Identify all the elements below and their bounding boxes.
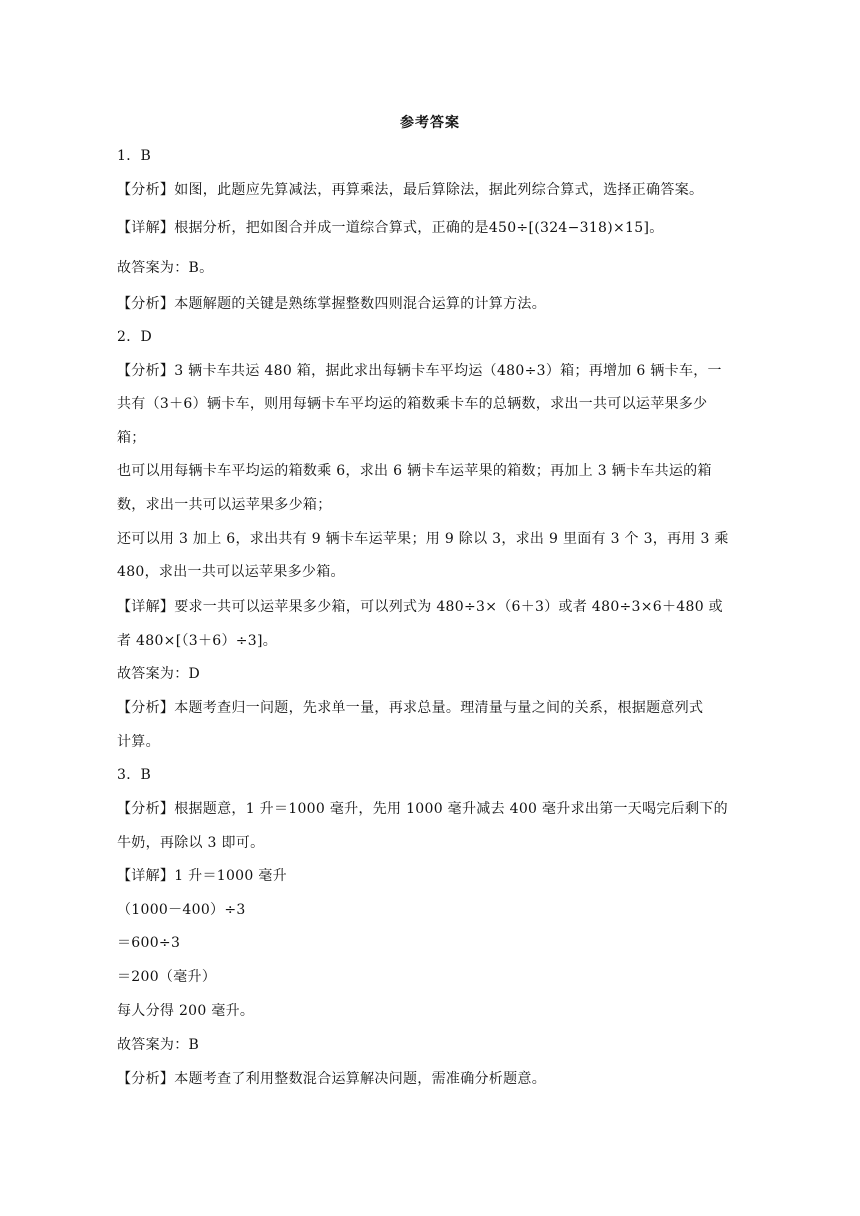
- formula-1: 450÷[(324−318)×15]: [488, 220, 650, 236]
- analysis-2-line-1: 【分析】3 辆卡车共运 480 箱，据此求出每辆卡车平均运（480÷3）箱；再增加 6 辆卡车，一: [117, 363, 722, 379]
- calc-conclusion: 每人分得 200 毫升。: [117, 1003, 255, 1019]
- detail-3: 【详解】1 升＝1000 毫升: [117, 868, 287, 884]
- analysis-3-line-2: 牛奶，再除以 3 即可。: [117, 835, 265, 851]
- answer-number-2: 2．D: [117, 329, 153, 345]
- page-title: 参考答案: [400, 115, 460, 131]
- answer-number-3: 3．B: [117, 767, 152, 783]
- detail-2-line-1: 【详解】要求一共可以运苹果多少箱，可以列式为 480÷3×（6＋3）或者 480÷3×6＋480 或: [117, 599, 723, 615]
- summary-2-line-1: 【分析】本题考查归一问题，先求单一量，再求总量。理清量与量之间的关系，根据题意列式: [117, 700, 704, 716]
- analysis-2-line-5: 数，求出一共可以运苹果多少箱；: [117, 497, 332, 513]
- analysis-2-line-3: 箱；: [117, 430, 146, 446]
- detail-1-text: 【详解】根据分析，把如图合并成一道综合算式，正确的是: [117, 220, 489, 236]
- answer-statement-3: 故答案为：B: [117, 1037, 200, 1053]
- analysis-2-line-4: 也可以用每辆卡车平均运的箱数乘 6，求出 6 辆卡车运苹果的箱数；再加上 3 辆卡车共运的箱: [117, 463, 712, 479]
- detail-2-line-2: 者 480×[（3＋6）÷3]。: [117, 633, 278, 649]
- summary-2-line-2: 计算。: [117, 734, 160, 750]
- calc-step-2: ＝600÷3: [117, 935, 181, 951]
- detail-1-end: 。: [649, 220, 664, 236]
- analysis-2-line-6: 还可以用 3 加上 6，求出共有 9 辆卡车运苹果；用 9 除以 3，求出 9 里面有 3 个 3，再用 3 乘: [117, 531, 729, 547]
- answer-statement-1: 故答案为：B。: [117, 260, 214, 276]
- detail-1: [117, 218, 664, 238]
- summary-3: 【分析】本题考查了利用整数混合运算解决问题，需准确分析题意。: [117, 1071, 546, 1087]
- answer-number-1: 1．B: [117, 148, 152, 164]
- summary-1: 【分析】本题解题的关键是熟练掌握整数四则混合运算的计算方法。: [117, 296, 546, 312]
- analysis-3-line-1: 【分析】根据题意，1 升＝1000 毫升，先用 1000 毫升减去 400 毫升求出第一天喝完后剩下的: [117, 801, 728, 817]
- analysis-1: 【分析】如图，此题应先算减法，再算乘法，最后算除法，据此列综合算式，选择正确答案。: [117, 182, 704, 198]
- calc-step-3: ＝200（毫升）: [117, 969, 217, 985]
- analysis-2-line-7: 480，求出一共可以运苹果多少箱。: [117, 564, 345, 580]
- analysis-2-line-2: 共有（3＋6）辆卡车，则用每辆卡车平均运的箱数乘卡车的总辆数，求出一共可以运苹果多少: [117, 396, 708, 412]
- answer-statement-2: 故答案为：D: [117, 666, 201, 682]
- calc-step-1: （1000－400）÷3: [117, 902, 246, 918]
